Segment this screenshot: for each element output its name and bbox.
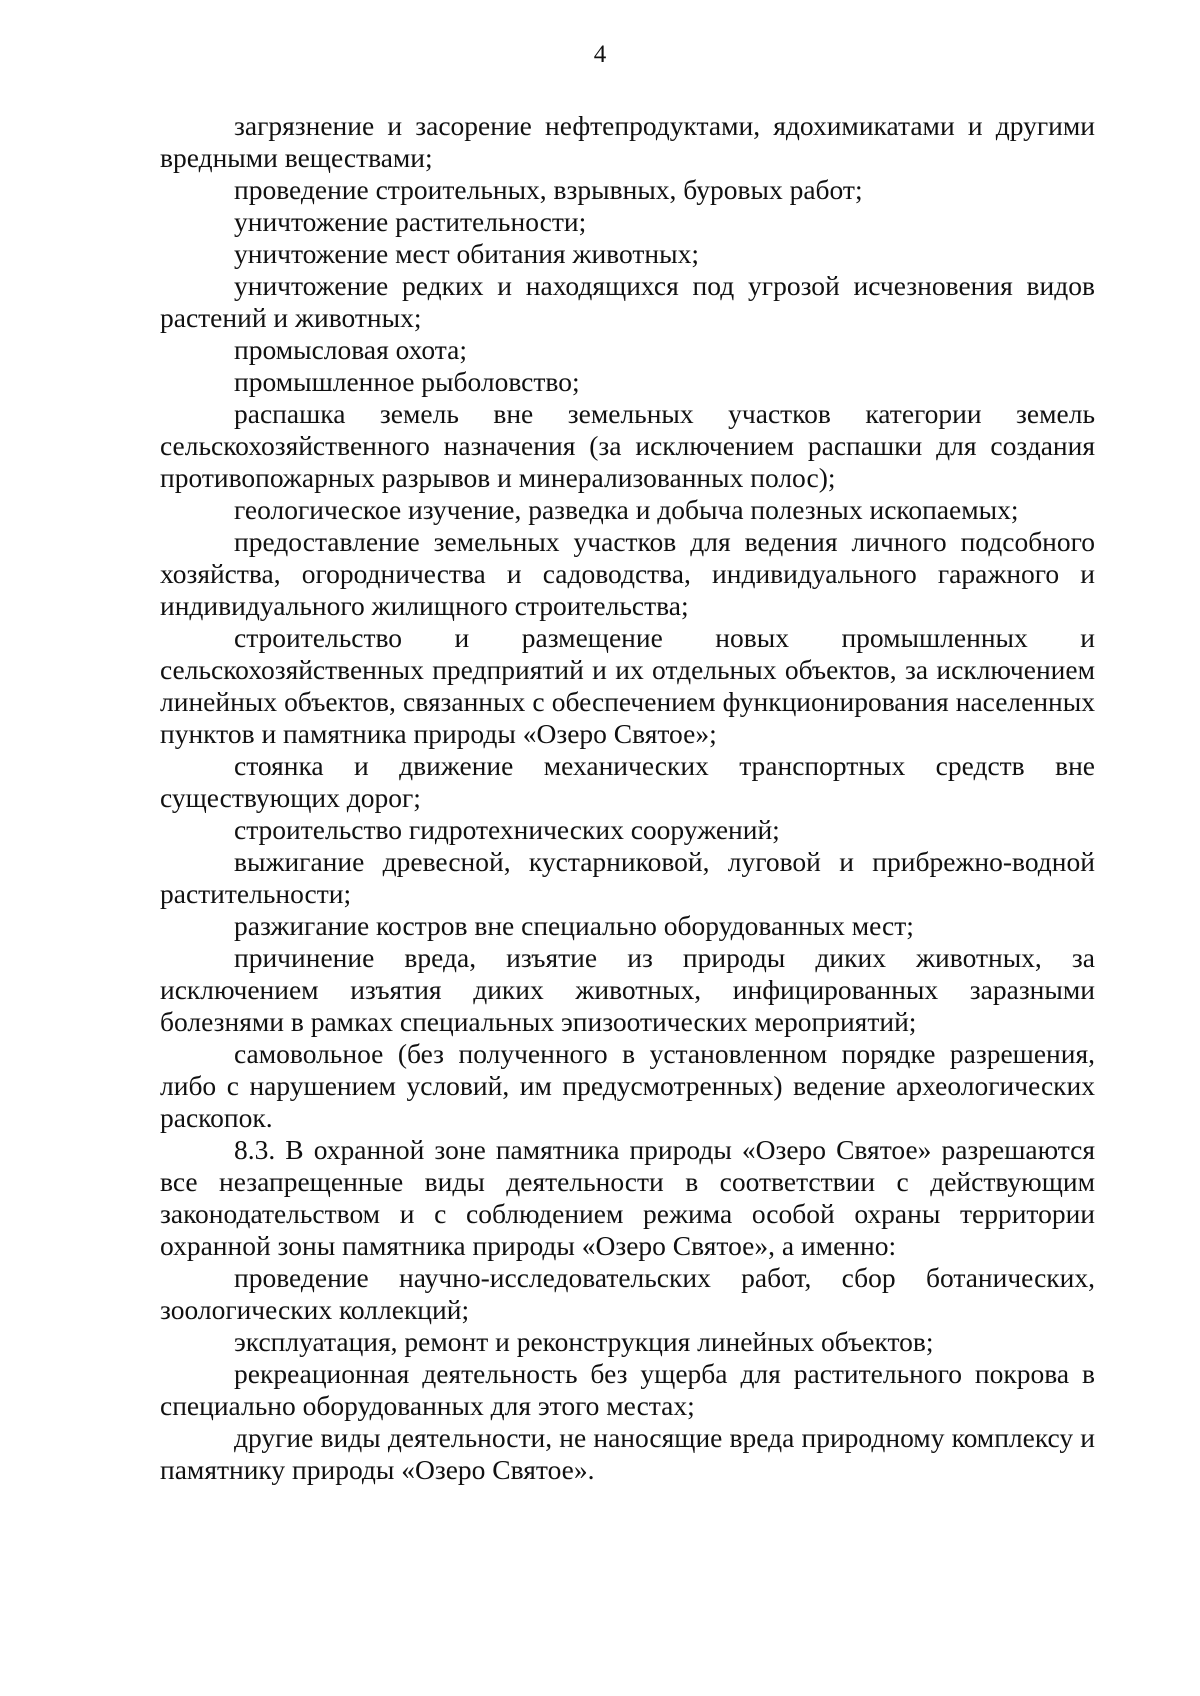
paragraph-rare-species: уничтожение редких и находящихся под угрозой исчезновения видов растений и животных;: [160, 270, 1095, 333]
document-body: [160, 110, 1095, 1486]
paragraph-section-8-3: 8.3. В охранной зоне памятника природы «Озеро Святое» разрешаются все незапрещенные виды деятельности в соответствии с действующим законодательством и с соблюдением режима особой охраны территории охранной зоны памятника природы «Озеро Святое», а именно:: [160, 1134, 1095, 1261]
paragraph-habitat-destruction: уничтожение мест обитания животных;: [234, 238, 699, 269]
paragraph-new-enterprises: строительство и размещение новых промышленных и сельскохозяйственных предприятий и их отдельных объектов, за исключением линейных объектов, связанных с обеспечением функционирования населенных пунктов и памятника природы «Озеро Святое»;: [160, 622, 1095, 749]
paragraph-other-activities: другие виды деятельности, не наносящие вреда природному комплексу и памятнику природы «Озеро Святое».: [160, 1422, 1095, 1485]
paragraph-linear-objects: эксплуатация, ремонт и реконструкция линейных объектов;: [234, 1326, 934, 1357]
paragraph-vehicles: стоянка и движение механических транспортных средств вне существующих дорог;: [160, 750, 1095, 813]
paragraph-land-plots: предоставление земельных участков для ведения личного подсобного хозяйства, огородничества и садоводства, индивидуального гаражного и индивидуального жилищного строительства;: [160, 526, 1095, 621]
paragraph-hydro-structures: строительство гидротехнических сооружений;: [234, 814, 780, 845]
paragraph-recreation: рекреационная деятельность без ущерба для растительного покрова в специально оборудованных для этого местах;: [160, 1358, 1095, 1421]
paragraph-geology: геологическое изучение, разведка и добыча полезных ископаемых;: [234, 494, 1019, 525]
paragraph-burning: выжигание древесной, кустарниковой, луговой и прибрежно-водной растительности;: [160, 846, 1095, 909]
paragraph-archaeology: самовольное (без полученного в установленном порядке разрешения, либо с нарушением условий, им предусмотренных) ведение археологических раскопок.: [160, 1038, 1095, 1133]
paragraph-vegetation-destruction: уничтожение растительности;: [234, 206, 587, 237]
paragraph-wildlife-harm: причинение вреда, изъятие из природы диких животных, за исключением изъятия диких животных, инфицированных заразными болезнями в рамках специальных эпизоотических мероприятий;: [160, 942, 1095, 1037]
paragraph-fires: разжигание костров вне специально оборудованных мест;: [234, 910, 914, 941]
paragraph-fishing: промышленное рыболовство;: [234, 366, 580, 397]
paragraph-pollution: загрязнение и засорение нефтепродуктами, ядохимикатами и другими вредными веществами;: [160, 110, 1095, 173]
paragraph-research: проведение научно-исследовательских работ, сбор ботанических, зоологических коллекций;: [160, 1262, 1095, 1325]
paragraph-hunting: промысловая охота;: [234, 334, 467, 365]
page-number: 4: [593, 41, 607, 68]
paragraph-construction-works: проведение строительных, взрывных, буровых работ;: [234, 174, 863, 205]
paragraph-plowing: распашка земель вне земельных участков категории земель сельскохозяйственного назначения (за исключением распашки для создания противопожарных разрывов и минерализованных полос);: [160, 398, 1095, 493]
